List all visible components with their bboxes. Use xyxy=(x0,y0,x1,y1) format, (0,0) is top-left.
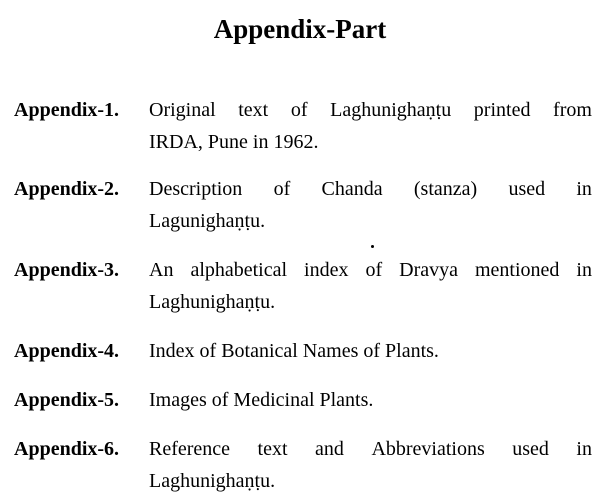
word: in xyxy=(576,438,592,460)
word: and xyxy=(315,438,344,460)
word: of xyxy=(273,178,291,200)
appendix-label: Appendix-5. xyxy=(14,389,120,411)
page-title: Appendix-Part xyxy=(213,14,387,44)
word: of xyxy=(290,99,308,121)
description-line-1 xyxy=(149,254,592,286)
word: of xyxy=(365,259,383,281)
word: text xyxy=(257,438,288,460)
word: text xyxy=(238,99,269,121)
appendix-label: Appendix-1. xyxy=(14,99,120,121)
word: (stanza) xyxy=(413,178,478,200)
description-line-1 xyxy=(149,94,592,126)
description-line-1 xyxy=(149,173,592,205)
description-line-2: Laghunighaṇṭu. xyxy=(149,470,276,492)
appendix-entry-5 xyxy=(14,384,592,416)
word: Reference xyxy=(149,438,231,460)
description-line-2: Laghunighaṇṭu. xyxy=(149,291,276,313)
word: from xyxy=(553,99,592,121)
word: Dravya xyxy=(399,259,458,281)
word: Description xyxy=(149,178,243,200)
appendix-label: Appendix-3. xyxy=(14,259,120,281)
word: in xyxy=(576,259,592,281)
appendix-entry-1 xyxy=(14,94,592,158)
appendix-description: Index of Botanical Names of Plants. xyxy=(149,340,439,362)
word: in xyxy=(576,178,592,200)
description-line-2: Lagunighaṇṭu. xyxy=(149,210,266,232)
appendix-description: Images of Medicinal Plants. xyxy=(149,389,374,411)
word: Abbreviations xyxy=(371,438,485,460)
word: printed xyxy=(473,99,531,121)
appendix-description xyxy=(149,173,592,237)
word: An xyxy=(149,259,174,281)
word: alphabetical xyxy=(190,259,288,281)
word: used xyxy=(508,178,546,200)
appendix-entry-3 xyxy=(14,254,592,318)
appendix-description xyxy=(149,254,592,318)
appendix-label: Appendix-6. xyxy=(14,438,120,460)
appendix-description xyxy=(149,433,592,497)
word: Original xyxy=(149,99,216,121)
stray-mark xyxy=(371,245,374,248)
appendix-entry-2 xyxy=(14,173,592,237)
appendix-label: Appendix-2. xyxy=(14,178,120,200)
description-line-1 xyxy=(149,433,592,465)
appendix-entry-4 xyxy=(14,335,592,367)
word: Laghunighaṇṭu xyxy=(330,99,452,121)
word: index xyxy=(304,259,349,281)
appendix-entry-6 xyxy=(14,433,592,497)
word: Chanda xyxy=(321,178,383,200)
appendix-description xyxy=(149,94,592,158)
word: mentioned xyxy=(474,259,560,281)
description-line-2: IRDA, Pune in 1962. xyxy=(149,131,319,153)
appendix-label: Appendix-4. xyxy=(14,340,120,362)
word: used xyxy=(512,438,549,460)
